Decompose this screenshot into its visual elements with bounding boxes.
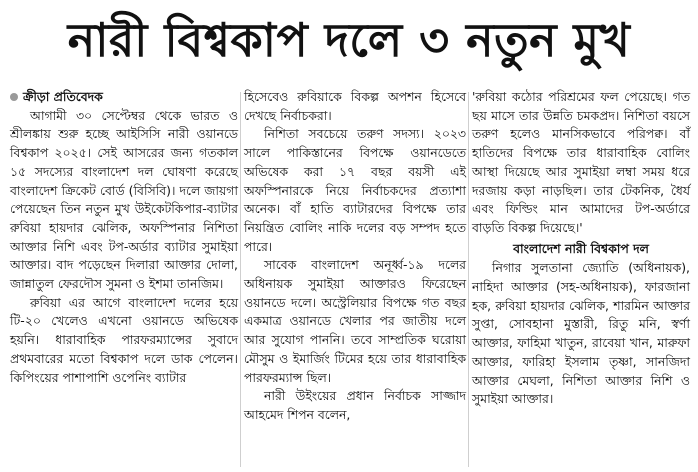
- article-column-1: [10, 88, 238, 387]
- paragraph: হিসেবেও রুবিয়াকে বিকল্প অপশন হিসেবে দেখছে নির্বাচকরা।: [244, 89, 466, 123]
- column-divider: [468, 92, 469, 467]
- column-divider: [240, 92, 241, 467]
- headline: নারী বিশ্বকাপ দলে ৩ নতুন মুখ: [67, 13, 631, 67]
- paragraph: নিশিতা সবচেয়ে তরুণ সদস্য। ২০২৩ সালে পাকিস্তানের বিপক্ষে ওয়ানডেতে অভিষেক করা ১৭ বছর বয়সী এই অফস্পিনারকে নিয়ে নির্বাচকদের প্রত্যাশা অনেক। বাঁ হাতি ব্যাটারদের বিপক্ষে তার নিয়ন্ত্রিত বোলিং নাকি দলের বড় সম্পদ হতে পারে।: [244, 126, 466, 254]
- byline-text: ক্রীড়া প্রতিবেদক: [23, 89, 103, 104]
- paragraph: রুবিয়া এর আগে বাংলাদেশ দলের হয়ে টি-২০ খেলেও এখনো ওয়ানডে অভিষেক হয়নি। ধারাবাহিক পারফরম্যান্সের সুবাদে প্রথমবারের মতো বিশ্বকাপ দলে ডাক পেলেন। কিপিংয়ের পাশাপাশি ওপেনিং ব্যাটার: [10, 294, 238, 385]
- article-column-3: [472, 88, 690, 409]
- squad-list: নিগার সুলতানা জ্যোতি (অধিনায়ক), নাহিদা আক্তার (সহ-অধিনায়ক), ফারজানা হক, রুবিয়া হায়দার ঝেলিক, শারমিন আক্তার সুপ্তা, সোবহানা মুস্তারী, রিতু মনি, স্বর্ণা আক্তার, ফাহিমা খাতুন, রাবেয়া খান, মারুফা আক্তার, ফারিহা ইসলাম তৃষ্ণা, সানজিদা আক্তার মেঘলা, নিশিতা আক্তার নিশি ও সুমাইয়া আক্তার।: [472, 260, 690, 407]
- paragraph: সাবেক বাংলাদেশ অনূর্ধ্ব-১৯ দলের অধিনায়ক সুমাইয়া আক্তারও ফিরেছেন ওয়ানডে দলে। অস্ট্রেলিয়ার বিপক্ষে গত বছর একমাত্র ওয়ানডে খেলার পর জাতীয় দলে আর সুযোগ পাননি। তবে সাম্প্রতিক ঘরোয়া মৌসুম ও ইমার্জিং টিমের হয়ে তার ধারাবাহিক পারফরম্যান্স ছিল।: [244, 257, 466, 385]
- paragraph: নারী উইংয়ের প্রধান নির্বাচক সাজ্জাদ আহমেদ শিপন বলেন,: [244, 388, 466, 422]
- article-column-2: [244, 88, 466, 425]
- bullet-icon: [10, 93, 18, 101]
- quote-paragraph: 'রুবিয়া কঠোর পরিশ্রমের ফল পেয়েছে। গত ছয় মাসে তার উন্নতি চমকপ্রদ। নিশিতা বয়সে তরুণ হলেও মানসিকভাবে পরিপক্ব। বাঁ হাতিদের বিপক্ষে তার ধারাবাহিক বোলিং আস্থা দিয়েছে আর সুমাইয়া লম্বা সময় ধরে দরজায় কড়া নাড়ছিল। তার টেকনিক, ধৈর্য এবং ফিল্ডিং মান আমাদের টপ-অর্ডারে বাড়তি বিকল্প দিয়েছে।': [472, 89, 690, 235]
- byline: [10, 88, 238, 107]
- squad-subheading: বাংলাদেশ নারী বিশ্বকাপ দল: [513, 240, 649, 256]
- paragraph: আগামী ৩০ সেপ্টেম্বর থেকে ভারত ও শ্রীলঙ্কায় শুরু হচ্ছে আইসিসি নারী ওয়ানডে বিশ্বকাপ ২০২৫। সেই আসরের জন্য গতকাল ১৫ সদস্যের বাংলাদেশ দল ঘোষণা করেছে বাংলাদেশ ক্রিকেট বোর্ড (বিসিবি)। দলে জায়গা পেয়েছেন তিন নতুন মুখ উইকেটকিপার-ব্যাটার রুবিয়া হায়দার ঝেলিক, অফস্পিনার নিশিতা আক্তার নিশি এবং টপ-অর্ডার ব্যাটার সুমাইয়া আক্তার। বাদ পড়েছেন দিলারা আক্তার দোলা, জান্নাতুল ফেরদৌস সুমনা ও ইশমা তানজিম।: [10, 107, 238, 292]
